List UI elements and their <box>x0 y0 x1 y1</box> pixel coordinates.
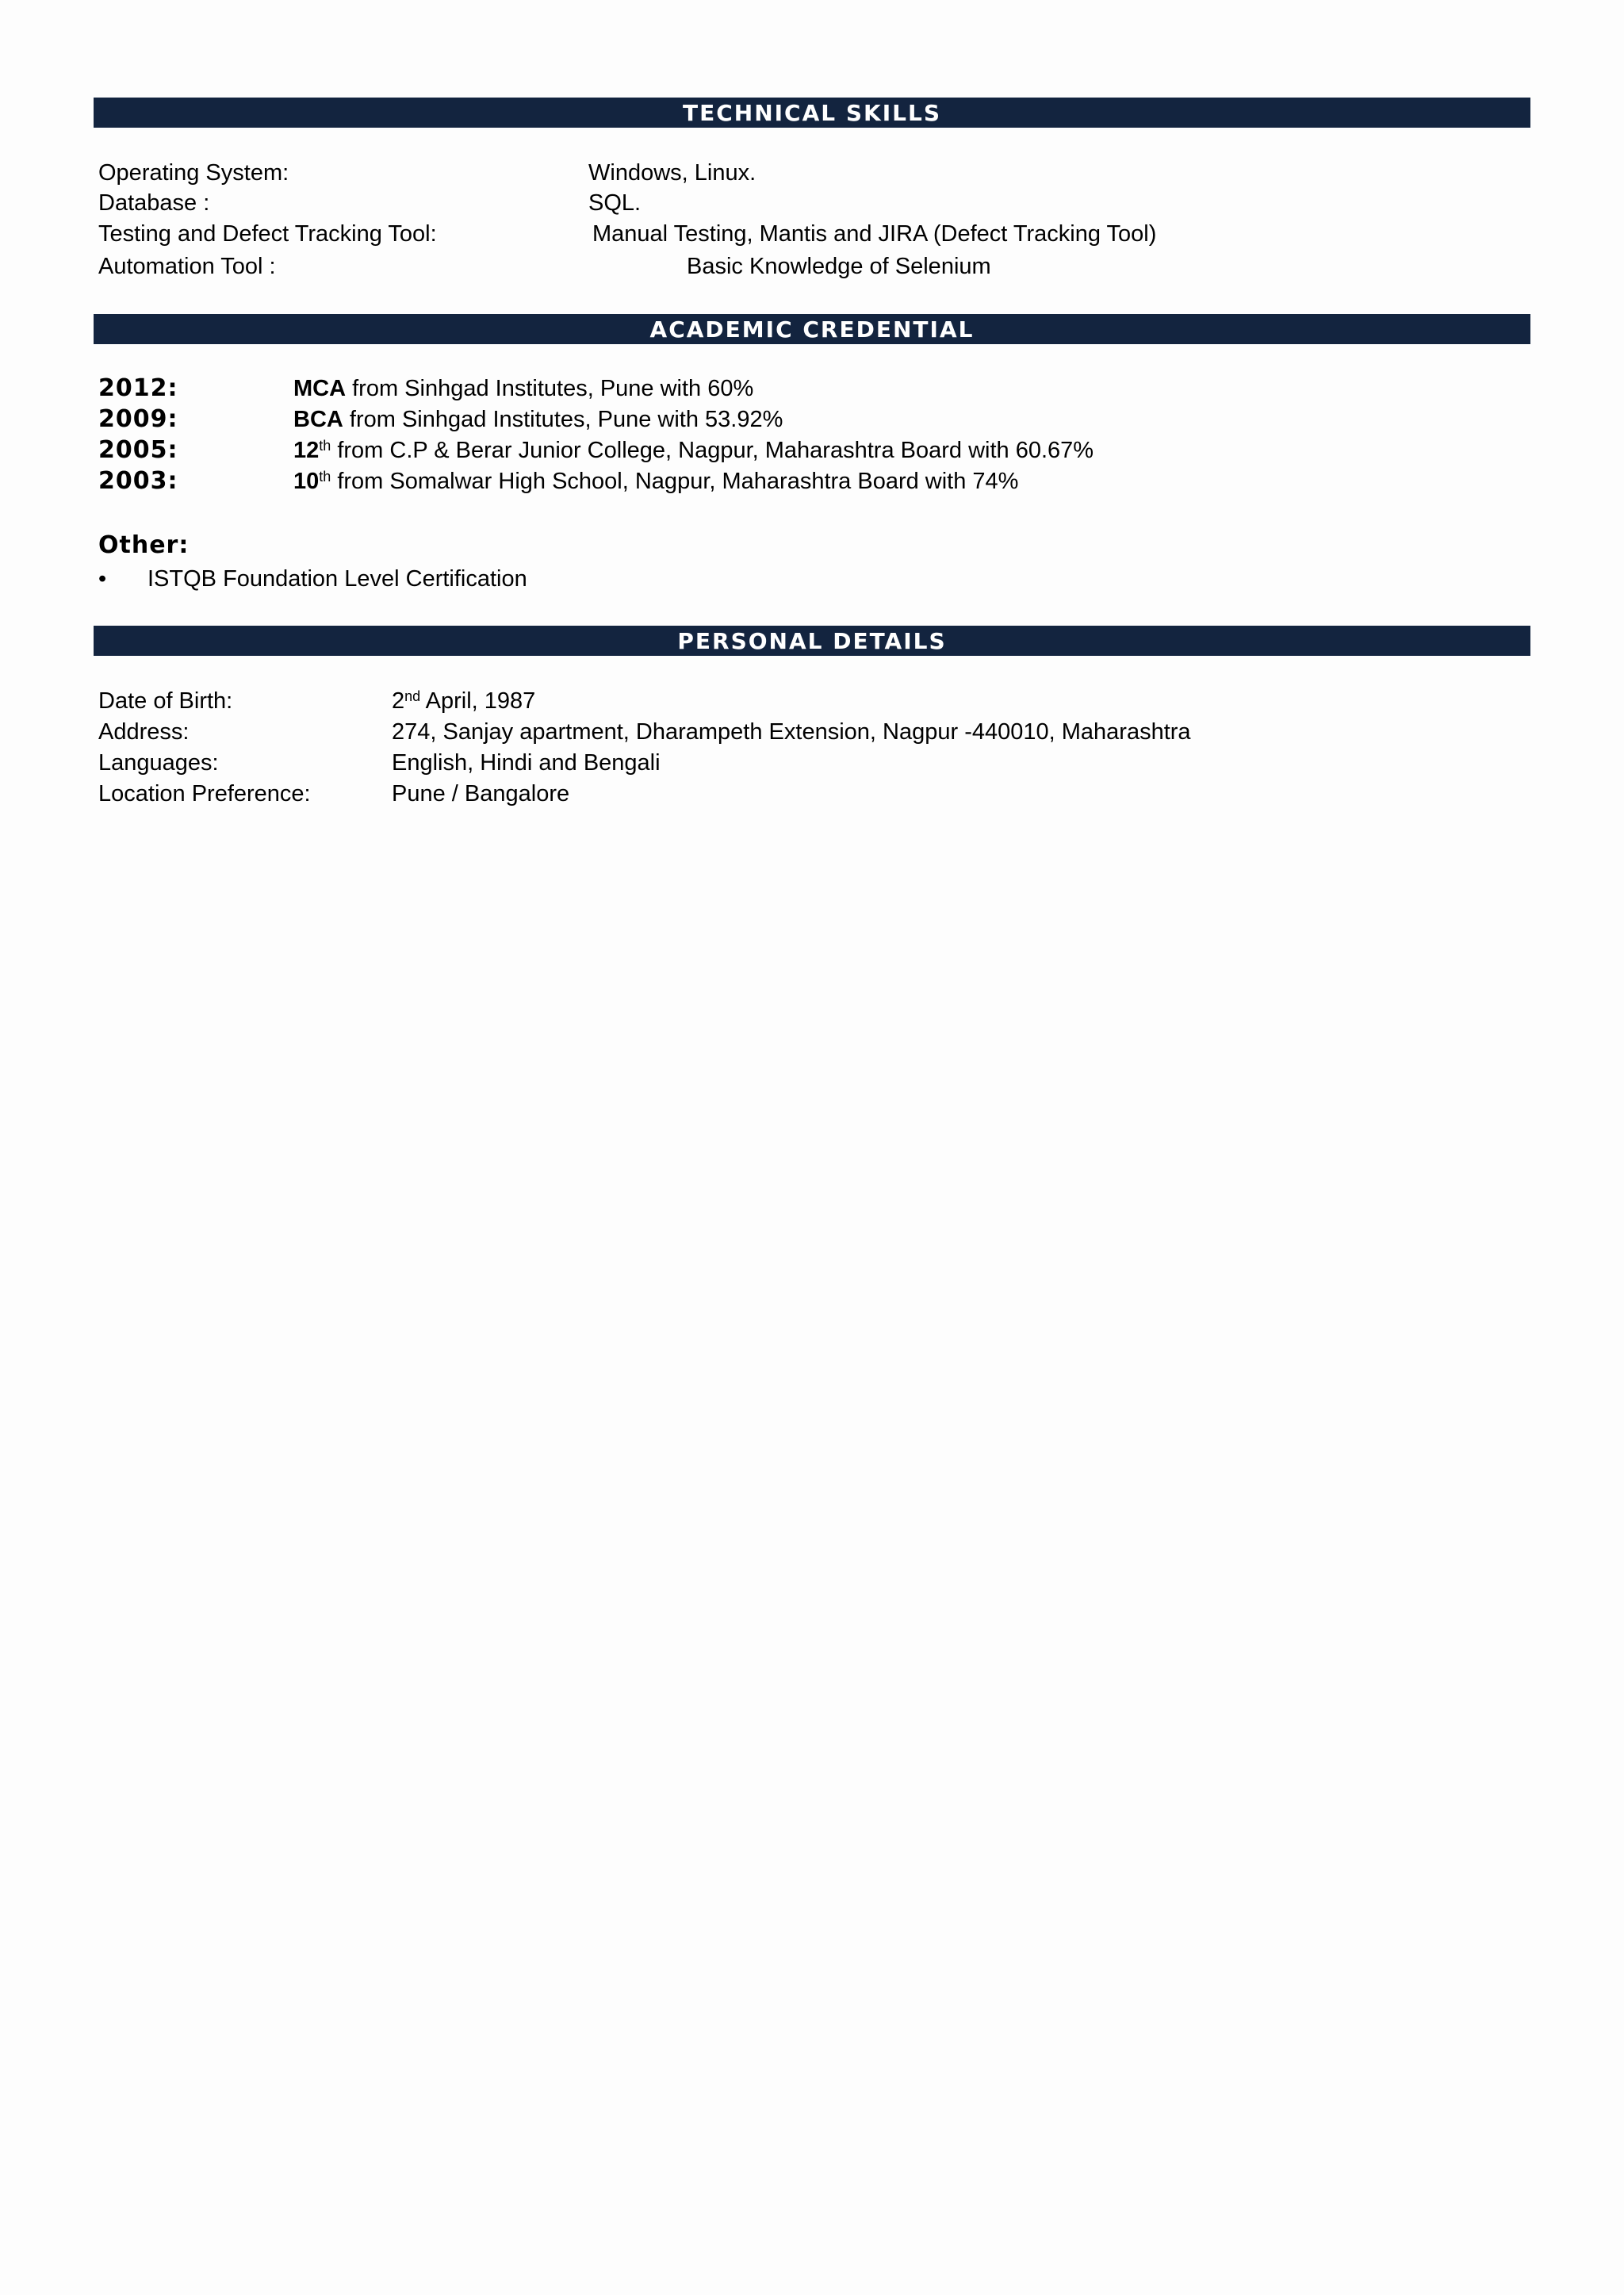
skill-value-os: Windows, Linux. <box>588 160 756 186</box>
other-list-item <box>98 565 527 593</box>
dob-rest: April, 1987 <box>420 688 536 714</box>
languages-label: Languages: <box>98 750 219 776</box>
skill-label-automation: Automation Tool : <box>98 254 276 279</box>
degree-detail: from Sinhgad Institutes, Pune with 53.92% <box>343 407 783 432</box>
dob-value <box>392 687 535 715</box>
academic-entry <box>293 374 753 403</box>
location-preference-label: Location Preference: <box>98 781 311 807</box>
academic-entry <box>293 405 783 434</box>
degree-name: BCA <box>293 407 343 432</box>
dob-label: Date of Birth: <box>98 688 233 714</box>
address-value: 274, Sanjay apartment, Dharampeth Extension, Nagpur -440010, Maharashtra <box>392 719 1191 745</box>
degree-name: 12 <box>293 438 320 463</box>
academic-year: 2005: <box>98 436 178 464</box>
location-preference-value: Pune / Bangalore <box>392 781 570 807</box>
academic-year: 2003: <box>98 467 178 495</box>
skill-value-database: SQL. <box>588 190 642 216</box>
other-item-text: ISTQB Foundation Level Certification <box>147 566 527 592</box>
degree-detail: from Sinhgad Institutes, Pune with 60% <box>346 376 754 401</box>
academic-entry <box>293 467 1018 496</box>
degree-detail: from C.P & Berar Junior College, Nagpur, Maharashtra Board with 60.67% <box>331 438 1094 463</box>
skill-label-os: Operating System: <box>98 160 289 186</box>
other-title: Other: <box>98 531 190 559</box>
dob-superscript: nd <box>404 688 421 704</box>
dob-day: 2 <box>392 688 405 714</box>
degree-superscript: th <box>319 469 331 485</box>
bullet-icon: • <box>98 566 107 592</box>
skill-label-testing: Testing and Defect Tracking Tool: <box>98 221 437 247</box>
skill-value-testing: Manual Testing, Mantis and JIRA (Defect Tracking Tool) <box>592 221 1157 247</box>
languages-value: English, Hindi and Bengali <box>392 750 661 776</box>
personal-details-heading: PERSONAL DETAILS <box>94 626 1530 656</box>
academic-year: 2009: <box>98 405 178 433</box>
academic-year: 2012: <box>98 374 178 402</box>
academic-entry <box>293 436 1094 465</box>
degree-name: MCA <box>293 376 347 401</box>
skill-label-database: Database : <box>98 190 210 216</box>
skill-value-automation: Basic Knowledge of Selenium <box>687 254 991 279</box>
academic-credential-heading: ACADEMIC CREDENTIAL <box>94 314 1530 344</box>
technical-skills-heading: TECHNICAL SKILLS <box>94 98 1530 128</box>
degree-superscript: th <box>319 438 331 454</box>
degree-name: 10 <box>293 469 320 494</box>
degree-detail: from Somalwar High School, Nagpur, Maharashtra Board with 74% <box>331 469 1019 494</box>
address-label: Address: <box>98 719 190 745</box>
